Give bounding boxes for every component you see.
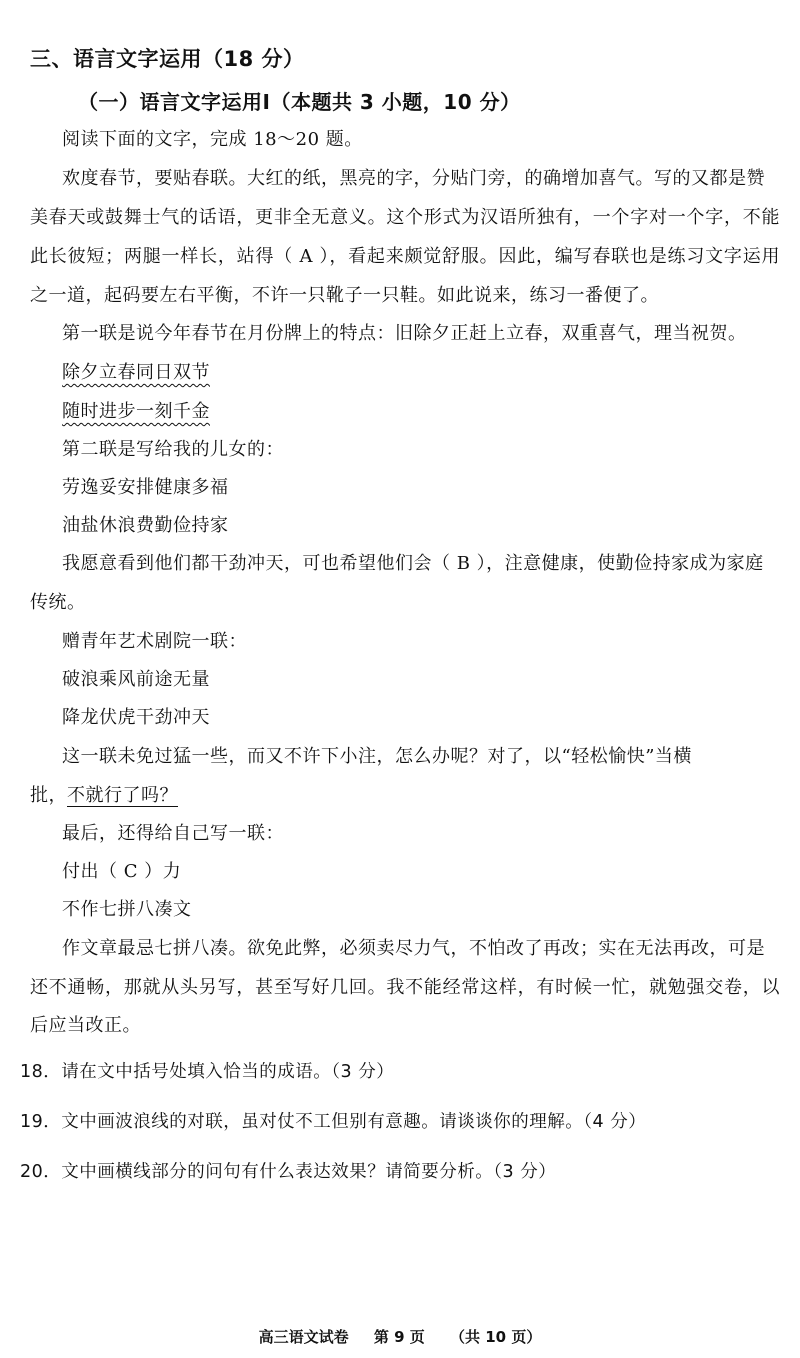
paragraph-8-line-2: 还不通畅，那就从头另写，甚至写好几回。我不能经常这样，有时候一忙，就勉强交卷，以	[30, 977, 780, 998]
paragraph-1-line-1: 欢度春节，要贴春联。大红的纸，黑亮的字，分贴门旁，的确增加喜气。写的又都是赞	[62, 168, 765, 189]
couplet-4-line-2: 不作七拼八凑文	[62, 899, 192, 920]
question-18: 18．请在文中括号处填入恰当的成语。（3 分）	[20, 1062, 395, 1082]
question-19: 19．文中画波浪线的对联，虽对仗不工但别有意趣。请谈谈你的理解。（4 分）	[20, 1112, 647, 1132]
paragraph-7: 最后，还得给自己写一联：	[62, 823, 284, 844]
footer-total-pages: （共 10 页）	[450, 1328, 542, 1346]
paragraph-8-line-1: 作文章最忌七拼八凑。欲免此弊，必须卖尽力气，不怕改了再改；实在无法再改，可是	[62, 938, 765, 959]
paragraph-1-line-4: 之一道，起码要左右平衡，不许一只靴子一只鞋。如此说来，练习一番便了。	[30, 285, 659, 306]
paragraph-6-line-1: 这一联未免过猛一些，而又不许下小注，怎么办呢？对了，以“轻松愉快”当横	[62, 746, 692, 767]
paragraph-2: 第一联是说今年春节在月份牌上的特点：旧除夕正赶上立春，双重喜气，理当祝贺。	[62, 323, 747, 344]
paragraph-3: 第二联是写给我的儿女的：	[62, 439, 284, 460]
couplet-3-line-2: 降龙伏虎干劲冲天	[62, 707, 210, 728]
couplet-3-line-1: 破浪乘风前途无量	[62, 669, 210, 690]
paragraph-6-prefix: 批，	[30, 785, 67, 806]
paragraph-4-line-1: 我愿意看到他们都干劲冲天，可也希望他们会（ B ），注意健康，使勤俭持家成为家庭	[62, 553, 764, 574]
section-subtitle: （一）语言文字运用Ⅰ（本题共 3 小题，10 分）	[78, 90, 521, 114]
couplet-2-line-2: 油盐休浪费勤俭持家	[62, 515, 229, 536]
couplet-4-line-1: 付出（ C ）力	[62, 861, 182, 882]
couplet-1-line-1: 除夕立春同日双节	[62, 362, 210, 383]
couplet-1-line-2: 随时进步一刻千金	[62, 401, 210, 422]
underlined-question: 不就行了吗？	[67, 785, 178, 806]
page-footer	[0, 1326, 800, 1347]
paragraph-4-line-2: 传统。	[30, 592, 86, 613]
section-title: 三、语言文字运用（18 分）	[30, 47, 305, 71]
couplet-2-line-1: 劳逸妥安排健康多福	[62, 477, 229, 498]
paragraph-1-line-2: 美春天或鼓舞士气的话语，更非全无意义。这个形式为汉语所独有，一个字对一个字，不能	[30, 207, 780, 228]
paragraph-8-line-3: 后应当改正。	[30, 1015, 141, 1036]
footer-exam-name: 高三语文试卷	[258, 1328, 349, 1346]
paragraph-1-line-3: 此长彼短；两腿一样长，站得（ A ），看起来颇觉舒服。因此，编写春联也是练习文字运用	[30, 246, 780, 267]
footer-page-number: 第 9 页	[373, 1328, 425, 1346]
passage-intro: 阅读下面的文字，完成 18～20 题。	[62, 129, 363, 150]
question-20: 20．文中画横线部分的问句有什么表达效果？请简要分析。（3 分）	[20, 1162, 557, 1182]
paragraph-5: 赠青年艺术剧院一联：	[62, 631, 247, 652]
